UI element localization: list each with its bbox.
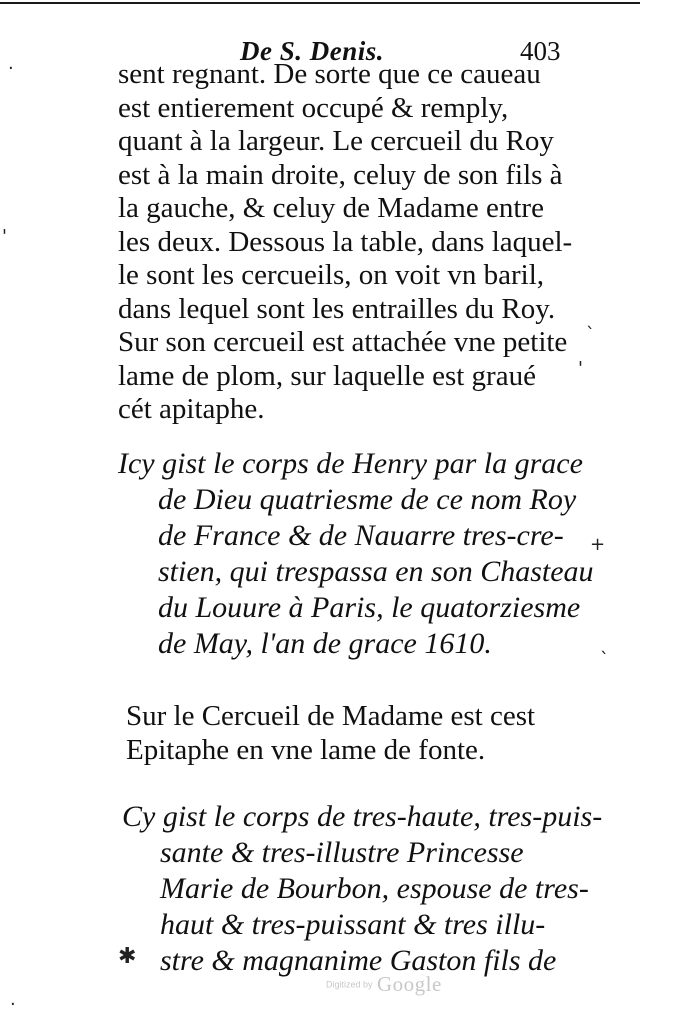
text-line: Sur le Cercueil de Madame est cest <box>126 700 536 732</box>
text-line: quant à la largeur. Le cercueil du Roy <box>118 125 554 157</box>
watermark-brand: Google <box>376 972 442 996</box>
page-number: 403 <box>520 36 561 66</box>
margin-cross-mark: + <box>590 534 606 555</box>
epitaph-line: sante & tres-illustre Princesse <box>160 836 524 869</box>
text-line: Epitaphe en vne lame de fonte. <box>126 733 486 766</box>
top-rule-divider <box>0 0 674 6</box>
text-line: cét apitaphe. <box>118 393 265 425</box>
epitaph-line: de Dieu quatriesme de ce nom Roy <box>158 483 577 516</box>
text-line: les deux. Dessous la table, dans laquel- <box>118 225 573 258</box>
margin-tick-mark: ' <box>2 226 7 247</box>
epitaph-line: de May, l'an de grace 1610. <box>158 627 492 660</box>
margin-asterisk-mark: ✱ <box>118 944 137 969</box>
text-line: le sont les cercueils, on voit vn baril, <box>118 259 545 291</box>
margin-tick-mark: ` <box>600 649 609 670</box>
text-line: Sur son cercueil est attachée vne petite <box>118 326 568 358</box>
text-line: dans lequel sont les entrailles du Roy. <box>118 292 556 325</box>
epitaph-line: stien, qui trespassa en son Chasteau <box>158 555 594 588</box>
epitaph-line: Icy gist le corps de Henry par la grace <box>118 447 583 480</box>
text-line: est entierement occupé & remply, <box>118 91 509 124</box>
epitaph-henry <box>118 446 594 662</box>
epitaph-line: de France & de Nauarre tres-cre- <box>158 519 564 552</box>
text-line: est à la main droite, celuy de son fils à <box>118 158 563 191</box>
text-line: la gauche, & celuy de Madame entre <box>118 192 544 224</box>
margin-dot-mark: · <box>8 58 14 79</box>
running-head: De S. Denis. <box>240 36 385 66</box>
paragraph-body-1 <box>118 58 572 427</box>
text-line: sent regnant. De sorte que ce caueau <box>118 58 541 90</box>
epitaph-line: Marie de Bourbon, espouse de tres- <box>160 872 589 905</box>
text-line: lame de plom, sur laquelle est graué <box>118 359 536 392</box>
margin-tick-mark: ' <box>578 358 583 379</box>
margin-tick-mark: ` <box>586 324 595 345</box>
epitaph-line: stre & magnanime Gaston fils de <box>160 944 557 977</box>
epitaph-line: haut & tres-puissant & tres illu- <box>160 908 546 941</box>
margin-dot-mark: · <box>10 994 16 1015</box>
paragraph-body-2 <box>126 700 535 767</box>
epitaph-line: Cy gist le corps de tres-haute, tres-puis- <box>122 800 603 833</box>
watermark-prefix: Digitized by <box>326 979 373 990</box>
digitized-by-google-watermark <box>326 972 442 997</box>
epitaph-line: du Louure à Paris, le quatorziesme <box>158 591 581 624</box>
epitaph-marie-de-bourbon <box>122 799 602 979</box>
